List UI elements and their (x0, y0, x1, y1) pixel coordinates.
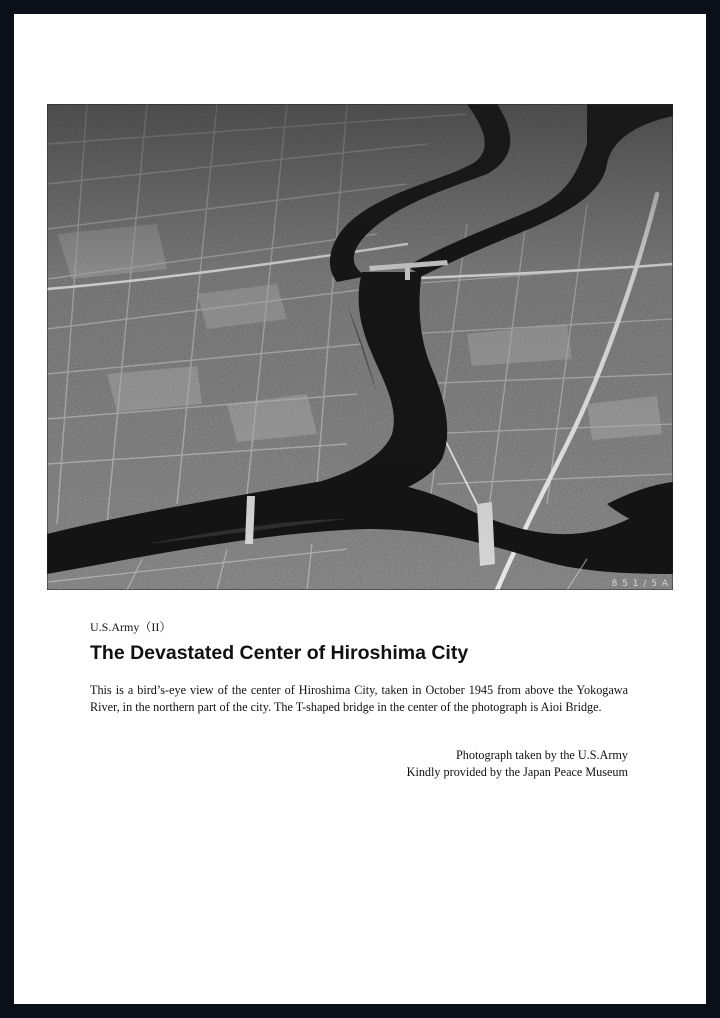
description-paragraph: This is a bird’s-eye view of the center of Hiroshima City, taken in October 1945 from above the Yokogawa River, in the northern part of the city. The T-shaped bridge in the center of the photograph is Aioi Bridge. (90, 683, 628, 714)
credit-line-provider: Kindly provided by the Japan Peace Museum (406, 765, 628, 779)
aerial-photograph (47, 104, 673, 590)
photo-credits (407, 747, 628, 781)
credit-line-photographer: Photograph taken by the U.S.Army (456, 748, 628, 762)
photo-negative-number: 8 5 1 / 5 A (611, 579, 669, 589)
aerial-photo-drawing (47, 104, 673, 590)
document-page (14, 14, 706, 1004)
series-label: U.S.Army（II） (90, 620, 172, 634)
document-title: The Devastated Center of Hiroshima City (90, 642, 469, 664)
